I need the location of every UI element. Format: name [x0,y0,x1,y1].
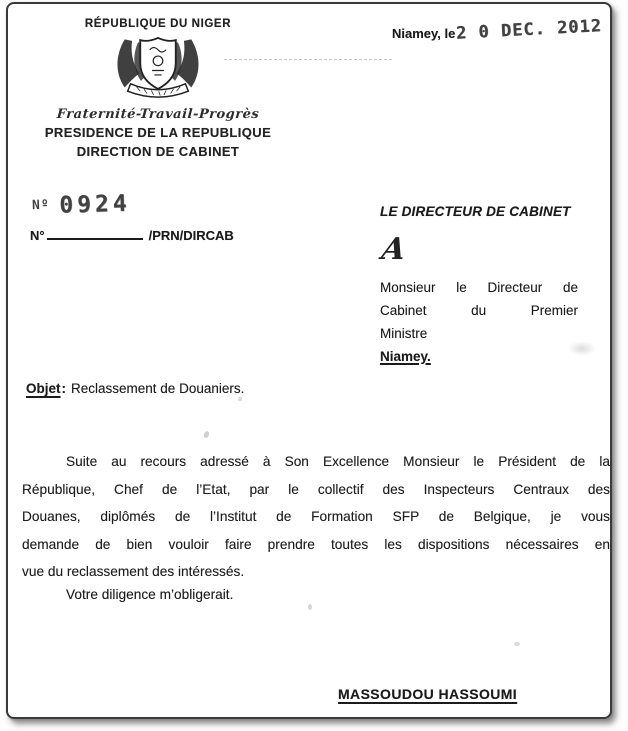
country-title: RÉPUBLIQUE DU NIGER [84,18,232,30]
scanned-letter-page [6,2,612,719]
paragraph-line: Douanes, diplômés de l’Institut de Formation SFP de Belgique, je vous [22,509,610,524]
recipient-city: Niamey. [380,349,431,364]
department-title: DIRECTION DE CABINET [76,144,240,159]
scan-artifact [514,642,520,646]
stamp-number: 0924 [58,190,132,219]
subject-line [26,381,244,396]
date-stamp: 2 0 DEC. 2012 [455,16,603,44]
letterhead [8,18,308,159]
stamp-prefix: Nº [31,197,50,214]
subject-text: Reclassement de Douaniers. [71,381,245,396]
reference-suffix: /PRN/DIRCAB [148,228,234,243]
closing-line: Votre diligence m’obligerait. [66,587,234,602]
national-motto: Fraternité-Travail-Progrès [56,107,260,122]
paragraph-line: demande de bien vouloir faire prendre toutes les dispositions nécessaires en [22,536,610,552]
reference-line [30,228,234,243]
reference-number-stamp [32,191,131,220]
body-paragraph [22,448,610,586]
sender-title: LE DIRECTEUR DE CABINET [380,204,571,219]
paragraph-line: République, Chef de l’Etat, par le collectif des Inspecteurs Centraux des [22,481,610,497]
niger-coat-of-arms-icon [92,32,224,106]
scan-artifact [203,430,210,438]
address-line: Cabinet du Premier [380,303,578,318]
paragraph-line: vue du reclassement des intéressés. [22,564,245,579]
institution-title: PRESIDENCE DE LA REPUBLIQUE [44,125,272,140]
scan-artifact [308,604,312,610]
recipient-address [380,276,578,368]
scan-artifact [238,397,242,401]
to-marker: A [379,232,408,267]
subject-separator: : [61,381,67,396]
reference-prefix: N° [30,228,45,243]
reference-blank-line [47,237,143,240]
address-line: Ministre [380,326,428,341]
signatory-name: MASSOUDOU HASSOUMI [338,686,518,702]
subject-label: Objet [26,381,61,396]
paragraph-line: Suite au recours adressé à Son Excellence Monsieur le Président de la [66,454,610,469]
dateline-place: Niamey, le [392,26,456,41]
address-line: Monsieur le Directeur de [380,280,578,295]
